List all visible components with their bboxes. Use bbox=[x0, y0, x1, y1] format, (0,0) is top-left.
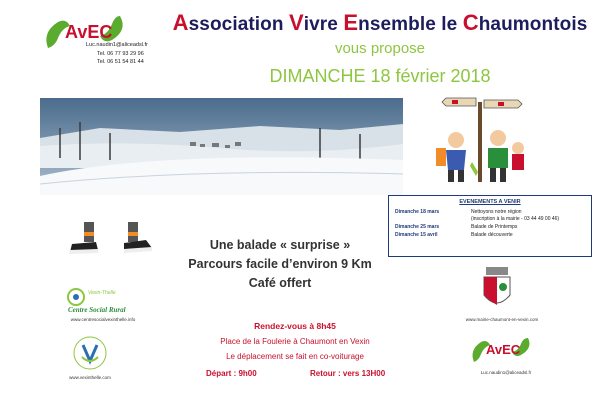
transport-note: Le déplacement se fait en co-voiturage bbox=[226, 352, 364, 361]
event-text: Nettoyons notre région bbox=[471, 209, 522, 215]
departure-time: Départ : 9h00 bbox=[206, 369, 257, 378]
walking-shoes-image bbox=[66, 222, 156, 262]
avec-bottom-email: Luc.naudin1@aliceadsl.fr bbox=[480, 370, 532, 375]
title-fragment: haumontois bbox=[478, 14, 588, 35]
contact-email: Luc.naudin1@aliceadsl.fr bbox=[86, 42, 148, 48]
csr-name: Centre Social Rural bbox=[68, 306, 126, 314]
event-text: Balade de Printemps bbox=[471, 224, 518, 230]
vexin-thelle-logo bbox=[72, 335, 108, 371]
landscape-photo bbox=[40, 98, 403, 195]
title-initial: E bbox=[343, 10, 359, 35]
avec-bottom-text: AvEC bbox=[486, 342, 521, 357]
town-crest bbox=[482, 267, 512, 313]
event-row bbox=[395, 224, 591, 230]
walk-description: Une balade « surprise » bbox=[209, 238, 351, 252]
vexin-thelle-url: www.vexinthelle.com bbox=[69, 375, 111, 380]
title-initial: V bbox=[288, 10, 304, 35]
csr-top-label: Vexin-Thelle bbox=[88, 290, 116, 296]
event-date: Dimanche 18 mars bbox=[395, 209, 440, 215]
avec-logo-text: AvEC bbox=[65, 22, 113, 42]
meeting-place: Place de la Foulerie à Chaumont en Vexin bbox=[220, 337, 370, 346]
page-title bbox=[170, 10, 590, 36]
hikers-cartoon bbox=[432, 92, 530, 184]
title-fragment: ssociation bbox=[188, 14, 289, 35]
events-heading: EVENEMENTS A VENIR bbox=[459, 199, 521, 205]
event-row bbox=[395, 209, 591, 215]
event-date: Dimanche 15 avril bbox=[395, 232, 438, 238]
event-extra: (inscription à la mairie - 03 44 49 00 46) bbox=[471, 216, 560, 222]
upcoming-events-box bbox=[388, 195, 592, 257]
avec-logo-bottom bbox=[468, 332, 534, 368]
event-date: Dimanche 25 mars bbox=[395, 224, 440, 230]
walk-coffee: Café offert bbox=[248, 276, 312, 290]
event-row bbox=[395, 232, 591, 238]
title-initial: C bbox=[462, 10, 479, 35]
contact-tel-1: Tel. 06 77 93 29 96 bbox=[97, 51, 144, 57]
return-time: Retour : vers 13H00 bbox=[310, 369, 386, 378]
page-subtitle: vous propose bbox=[334, 40, 426, 57]
title-fragment: nsemble le bbox=[358, 14, 463, 35]
title-fragment: ivre bbox=[303, 14, 344, 35]
event-date: DIMANCHE 18 février 2018 bbox=[269, 66, 491, 86]
contact-tel-2: Tel. 06 51 54 81 44 bbox=[97, 59, 144, 65]
csr-url: www.centresocialvexinthelle.info bbox=[70, 317, 136, 322]
title-initial: A bbox=[172, 10, 189, 35]
mairie-url: www.mairie-chaumont-en-vexin.com bbox=[465, 317, 539, 322]
event-extra-row bbox=[471, 216, 591, 222]
meeting-time: Rendez-vous à 8h45 bbox=[254, 321, 336, 331]
walk-distance: Parcours facile d’environ 9 Km bbox=[188, 257, 372, 271]
event-text: Balade découverte bbox=[471, 232, 513, 238]
